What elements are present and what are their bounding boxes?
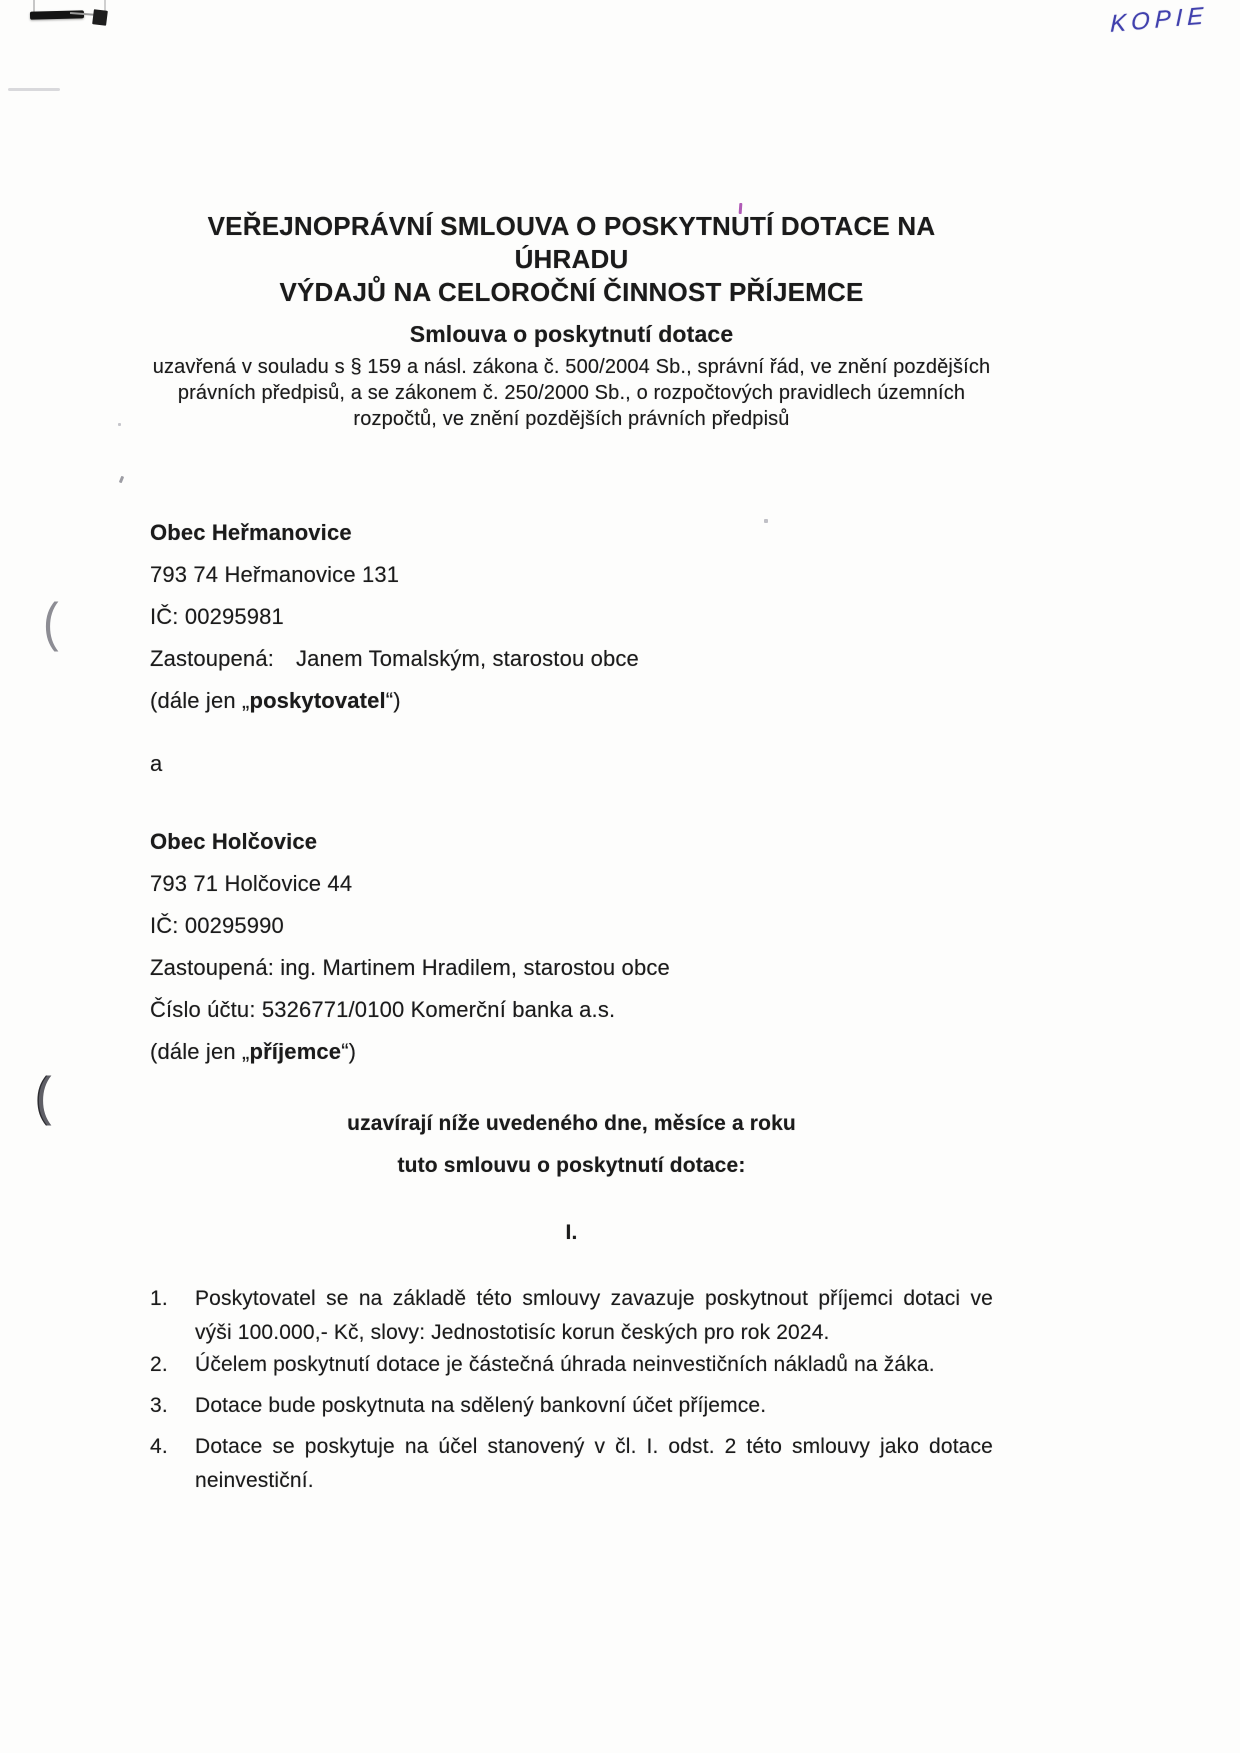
contract-title: [150, 210, 993, 309]
clause-text-line: Účelem poskytnutí dotace je částečná úhrada neinvestičních nákladů na žáka.: [195, 1353, 935, 1376]
clause-text-line: neinvestiční.: [195, 1469, 314, 1492]
article-numeral: I.: [565, 1221, 578, 1244]
recipient-alias-term: příjemce: [249, 1039, 342, 1064]
clause-number: 1.: [150, 1287, 168, 1310]
clause-text-line: Dotace bude poskytnuta na sdělený bankovní účet příjemce.: [195, 1394, 767, 1417]
recipient-alias-suffix: “): [341, 1039, 357, 1064]
legal-basis-line3: rozpočtů, ve znění pozdějších právních předpisů: [353, 408, 790, 430]
contract-title-line2: VÝDAJŮ NA CELOROČNÍ ČINNOST PŘÍJEMCE: [279, 277, 864, 307]
clause-number: 3.: [150, 1394, 168, 1417]
clause-text-line: Dotace se poskytuje na účel stanovený v čl. I. odst. 2 této smlouvy jako dotace: [195, 1435, 993, 1458]
closing-clause-line1: uzavírají níže uvedeného dne, měsíce a roku: [347, 1112, 796, 1135]
contract-title-line1: VEŘEJNOPRÁVNÍ SMLOUVA O POSKYTNUTÍ DOTACE NA ÚHRADU: [207, 211, 936, 274]
provider-alias-term: poskytovatel: [249, 688, 386, 713]
scan-artifact-blob: [92, 9, 108, 26]
legal-basis-line2: právních předpisů, a se zákonem č. 250/2000 Sb., o rozpočtových pravidlech územních: [177, 382, 966, 404]
scan-artifact-hairline: [104, 0, 106, 11]
provider-name: Obec Heřmanovice: [150, 520, 352, 545]
clause-number: 2.: [150, 1353, 168, 1376]
recipient-bank-account: Číslo účtu: 5326771/0100 Komerční banka a.s.: [150, 997, 616, 1022]
contract-subtitle: Smlouva o poskytnutí dotace: [409, 321, 734, 347]
provider-alias-prefix: (dále jen „: [150, 688, 250, 713]
provider-alias-suffix: “): [385, 688, 401, 713]
provider-representative-label: Zastoupená:: [150, 646, 274, 671]
provider-address: 793 74 Heřmanovice 131: [150, 562, 400, 587]
scan-artifact-hairline: [33, 0, 35, 12]
provider-ico: IČ: 00295981: [150, 604, 284, 629]
recipient-ico: IČ: 00295990: [150, 913, 284, 938]
recipient-alias-prefix: (dále jen „: [150, 1039, 250, 1064]
recipient-alias: [150, 1039, 993, 1065]
clause-number: 4.: [150, 1435, 168, 1458]
ink-speck: [119, 476, 124, 484]
parties-conjunction: a: [150, 751, 163, 776]
clause-text-line: Poskytovatel se na základě této smlouvy zavazuje poskytnout příjemci dotaci ve: [195, 1287, 993, 1310]
recipient-address: 793 71 Holčovice 44: [150, 871, 353, 896]
provider-alias: [150, 688, 993, 714]
clause-item-2: [150, 1348, 993, 1382]
clause-item-4: [150, 1430, 993, 1498]
provider-representative: [150, 646, 993, 672]
provider-representative-value: Janem Tomalským, starostou obce: [295, 646, 639, 671]
ink-speck: [118, 423, 121, 426]
clause-text-line: výši 100.000,- Kč, slovy: Jednostotisíc korun českých pro rok 2024.: [195, 1321, 830, 1344]
recipient-name: Obec Holčovice: [150, 829, 318, 854]
closing-clause-line2: tuto smlouvu o poskytnutí dotace:: [397, 1154, 746, 1177]
recipient-representative: Zastoupená: ing. Martinem Hradilem, starostou obce: [150, 955, 670, 980]
margin-paren-mark: (: [43, 591, 59, 652]
legal-basis-line1: uzavřená v souladu s § 159 a násl. zákona č. 500/2004 Sb., správní řád, ve znění pozdějších: [152, 356, 991, 378]
legal-basis-paragraph: [150, 354, 993, 432]
kopie-handwritten-note: KOPIE: [1109, 2, 1209, 38]
scan-artifact-smudge: [8, 88, 60, 91]
clause-item-1: [150, 1282, 993, 1350]
clause-item-3: [150, 1389, 993, 1423]
margin-paren-mark: (: [36, 1065, 52, 1126]
